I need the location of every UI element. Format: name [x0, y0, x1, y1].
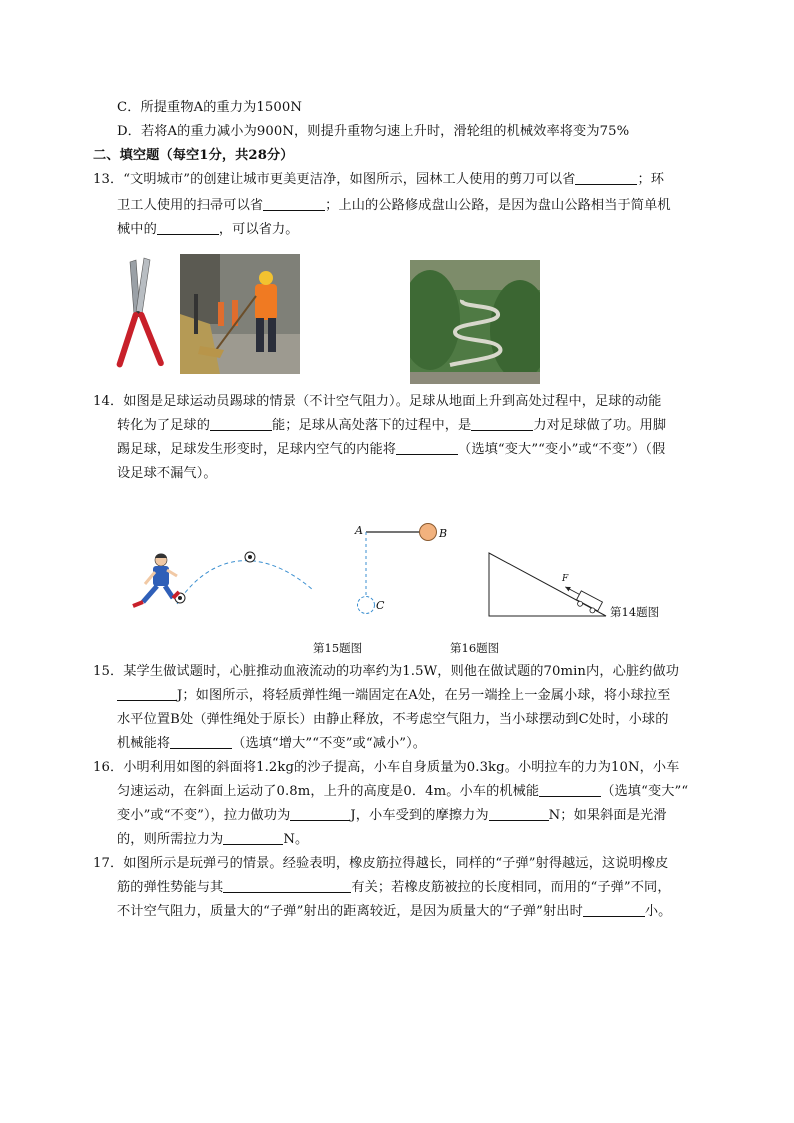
q13-text: ，可以省力。	[218, 222, 299, 237]
q14-text: 能；足球从高处落下的过程中，是	[272, 418, 472, 433]
label-b: B	[439, 527, 448, 540]
q17-text: 小。	[644, 904, 672, 919]
q15-line1: 15．某学生做试题时，心脏推动血液流动的功率约为1.5W，则他在做试题的70min内，心脏约做功	[93, 664, 680, 679]
q16-text: 的，则所需拉力为	[117, 832, 224, 847]
q16-text: 匀速运动，在斜面上运动了0.8m，上升的高度是0．4m。小车的机械能	[117, 784, 540, 799]
answer-blank[interactable]	[117, 686, 177, 701]
q16-text: （选填“变大”“	[601, 784, 689, 799]
street-sweeper-photo	[180, 254, 300, 374]
q13-line1	[93, 170, 664, 190]
q14-text: 踢足球，足球发生形变时，足球内空气的内能将	[117, 442, 397, 457]
q14-text: 转化为了足球的	[117, 418, 211, 433]
q13-text: 械中的	[117, 222, 157, 237]
q14-line3	[117, 440, 665, 460]
answer-blank[interactable]	[489, 806, 549, 821]
q15-line4	[117, 734, 426, 754]
q15-text: J；如图所示，将轻质弹性绳一端固定在A处，在另一端拴上一金属小球，将小球拉至	[177, 688, 671, 703]
answer-blank[interactable]	[223, 878, 351, 893]
answer-blank[interactable]	[290, 806, 350, 821]
q16-text: J，小车受到的摩擦力为	[350, 808, 489, 823]
q15-line2	[117, 686, 670, 706]
q13-text: 卫工人使用的扫帚可以省	[117, 198, 264, 213]
option-c: C．所提重物A的重力为1500N	[117, 100, 303, 115]
answer-blank[interactable]	[575, 170, 637, 185]
answer-blank[interactable]	[223, 830, 283, 845]
q13-line2	[117, 196, 671, 216]
q16-text: N；如果斜面是光滑	[548, 808, 667, 823]
answer-blank[interactable]	[210, 416, 272, 431]
answer-blank[interactable]	[157, 220, 219, 235]
q17-line1: 17．如图所示是玩弹弓的情景。经验表明，橡皮筋拉得越长，同样的“子弹”射得越远，这说明橡皮	[93, 856, 669, 871]
q16-line4	[117, 830, 308, 850]
q14-line2	[117, 416, 666, 436]
answer-blank[interactable]	[539, 782, 601, 797]
scissors-image	[100, 254, 176, 372]
q16-line3	[117, 806, 667, 826]
q13-text: 13．“文明城市”的创建让城市更美更洁净，如图所示，园林工人使用的剪刀可以省	[93, 172, 576, 187]
q17-line2	[117, 878, 671, 898]
answer-blank[interactable]	[263, 196, 325, 211]
answer-blank[interactable]	[396, 440, 458, 455]
answer-blank[interactable]	[471, 416, 533, 431]
q16-text: 变小”或“不变”），拉力做功为	[117, 808, 291, 823]
q15-text: （选填“增大”“不变”或“减小”）。	[232, 736, 427, 751]
mountain-road-photo	[410, 260, 540, 384]
q13-text: ；环	[637, 172, 665, 187]
label-a: A	[355, 524, 363, 537]
fig16-caption: 第16题图	[450, 641, 500, 655]
fig14-caption: 第14题图	[610, 605, 660, 619]
q14-line1: 14．如图是足球运动员踢球的情景（不计空气阻力）。足球从地面上升到高处过程中，足球的动能	[93, 394, 662, 409]
soccer-kick-figure	[125, 540, 320, 618]
q17-text: 有关；若橡皮筋被拉的长度相同，而用的“子弹”不同，	[351, 880, 671, 895]
q16-line1: 16．小明利用如图的斜面将1.2kg的沙子提高，小车自身质量为0.3kg。小明拉车的力为10N，小车	[93, 760, 680, 775]
incline-figure	[486, 550, 610, 620]
q17-line3	[117, 902, 671, 922]
q15-text: 机械能将	[117, 736, 171, 751]
option-d: D．若将A的重力减小为900N，则提升重物匀速上升时，滑轮组的机械效率将变为75%	[117, 124, 630, 139]
q14-text: （选填“变大”“变小”或“不变”）（假	[458, 442, 666, 457]
answer-blank[interactable]	[583, 902, 645, 917]
section-title: 二、填空题（每空1分，共28分）	[93, 148, 294, 163]
q17-text: 筋的弹性势能与其	[117, 880, 224, 895]
q16-text: N。	[283, 832, 309, 847]
q13-line3	[117, 220, 299, 240]
q14-text: 力对足球做了功。用脚	[533, 418, 667, 433]
q16-line2	[117, 782, 688, 802]
q14-line4: 设足球不漏气）。	[117, 466, 217, 481]
q13-text: ；上山的公路修成盘山公路，是因为盘山公路相当于简单机	[325, 198, 671, 213]
label-c: C	[376, 599, 385, 612]
label-f: F	[562, 574, 569, 584]
q15-line3: 水平位置B处（弹性绳处于原长）由静止释放，不考虑空气阻力，当小球摆动到C处时，小球的	[117, 712, 669, 727]
pendulum-figure	[350, 518, 450, 618]
answer-blank[interactable]	[170, 734, 232, 749]
q17-text: 不计空气阻力，质量大的“子弹”射出的距离较近，是因为质量大的“子弹”射出时	[117, 904, 583, 919]
fig15-caption: 第15题图	[313, 641, 363, 655]
